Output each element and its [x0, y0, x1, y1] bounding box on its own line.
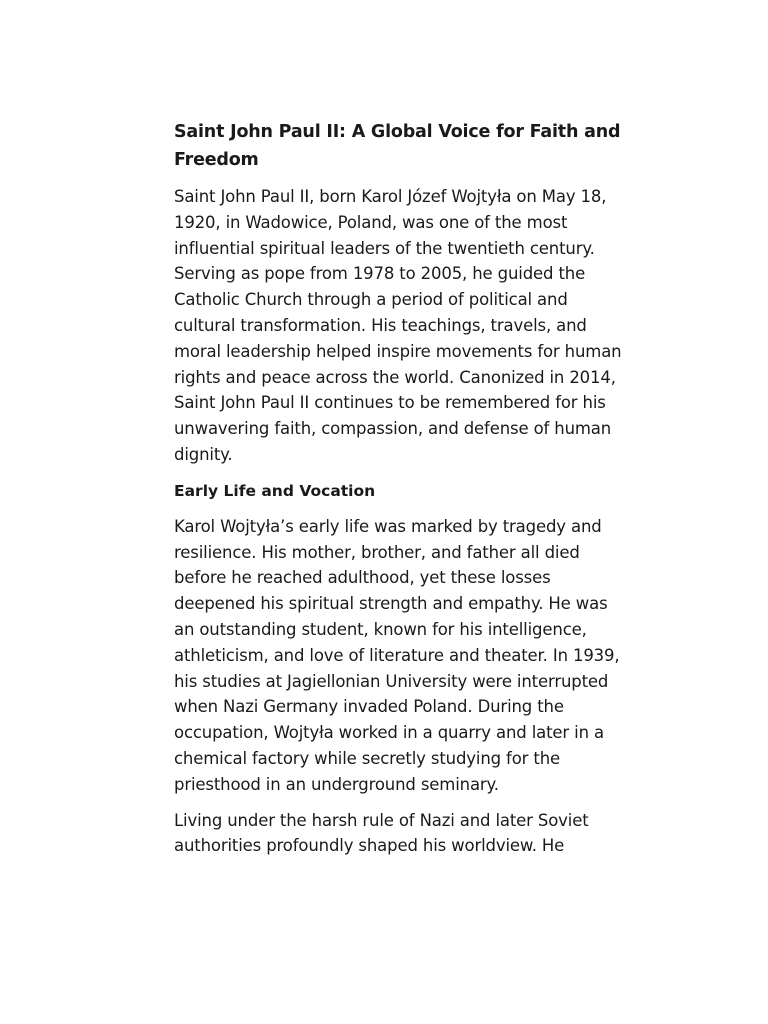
section-heading: Early Life and Vocation [174, 481, 376, 500]
living-paragraph: Living under the harsh rule of Nazi and later Soviet authorities profoundly shaped his worldview. He [174, 810, 589, 856]
intro-paragraph: Saint John Paul II, born Karol Józef Wojtyła on May 18, 1920, in Wadowice, Poland, was one of the most influential spiritual leaders of the twentieth century. Serving as pope from 1978 to 2005, he guided the Catholic Church through a period of political and cultural transformation. His teachings, travels, and moral leadership helped inspire movements for human rights and peace across the world. Canonized in 2014, Saint John Paul II continues to be remembered for his unwavering faith, compassion, and defense of human dignity. [174, 187, 622, 464]
document-page [174, 118, 632, 869]
early-life-paragraph: Karol Wojtyła’s early life was marked by tragedy and resilience. His mother, brother, and father all died before he reached adulthood, yet these losses deepened his spiritual strength and empathy. He was an outstanding student, known for his intelligence, athleticism, and love of literature and theater. In 1939, his studies at Jagiellonian University were interrupted when Nazi Germany invaded Poland. During the occupation, Wojtyła worked in a quarry and later in a chemical factory while secretly studying for the priesthood in an underground seminary. [174, 516, 620, 794]
document-title: Saint John Paul II: A Global Voice for Faith and Freedom [174, 122, 621, 170]
